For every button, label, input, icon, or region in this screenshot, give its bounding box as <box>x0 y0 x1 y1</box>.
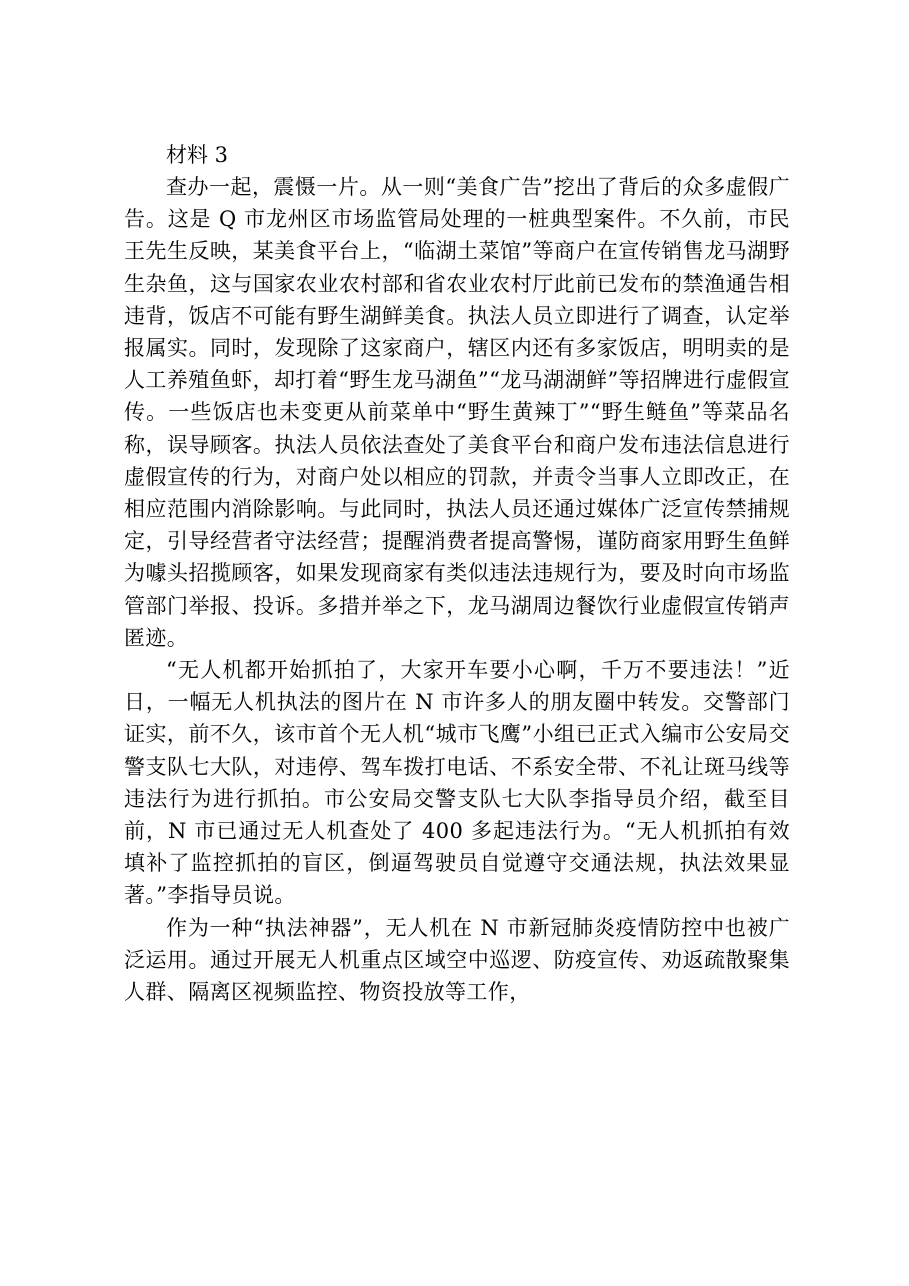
paragraph-drone-enforcement: “无人机都开始抓拍了，大家开车要小心啊，千万不要违法！”近日，一幅无人机执法的图片在 N 市许多人的朋友圈中转发。交警部门证实，前不久，该市首个无人机“城市飞鹰”小组已正式入编市公安局交警支队七大队，对违停、驾车拨打电话、不系安全带、不礼让斑马线等违法行为进行抓拍。市公安局交警支队七大队李指导员介绍，截至目前，N 市已通过无人机查处了 400 多起违法行为。“无人机抓拍有效填补了监控抓拍的盲区，倒逼驾驶员自觉遵守交通法规，执法效果显著。”李指导员说。 <box>124 658 790 908</box>
document-body <box>124 139 790 1008</box>
paragraph-drone-epidemic: 作为一种“执法神器”，无人机在 N 市新冠肺炎疫情防控中也被广泛运用。通过开展无人机重点区域空中巡逻、防疫宣传、劝返疏散聚集人群、隔离区视频监控、物资投放等工作， <box>124 915 790 1005</box>
material-heading: 材料 3 <box>166 143 229 167</box>
paragraph-fake-advertising: 查办一起，震慑一片。从一则“美食广告”挖出了背后的众多虚假广告。这是 Q 市龙州区市场监管局处理的一桩典型案件。不久前，市民王先生反映，某美食平台上，“临湖土菜馆”等商户在宣传销售龙马湖野生杂鱼，这与国家农业农村部和省农业农村厅此前已发布的禁渔通告相违背，饭店不可能有野生湖鲜美食。执法人员立即进行了调查，认定举报属实。同时，发现除了这家商户，辖区内还有多家饭店，明明卖的是人工养殖鱼虾，却打着“野生龙马湖鱼”“龙马湖湖鲜”等招牌进行虚假宣传。一些饭店也未变更从前菜单中“野生黄辣丁”“野生鲢鱼”等菜品名称，误导顾客。执法人员依法查处了美食平台和商户发布违法信息进行虚假宣传的行为，对商户处以相应的罚款，并责令当事人立即改正，在相应范围内消除影响。与此同时，执法人员还通过媒体广泛宣传禁捕规定，引导经营者守法经营；提醒消费者提高警惕，谨防商家用野生鱼鲜为噱头招揽顾客，如果发现商家有类似违法违规行为，要及时向市场监管部门举报、投诉。多措并举之下，龙马湖周边餐饮行业虚假宣传销声匿迹。 <box>124 175 790 650</box>
